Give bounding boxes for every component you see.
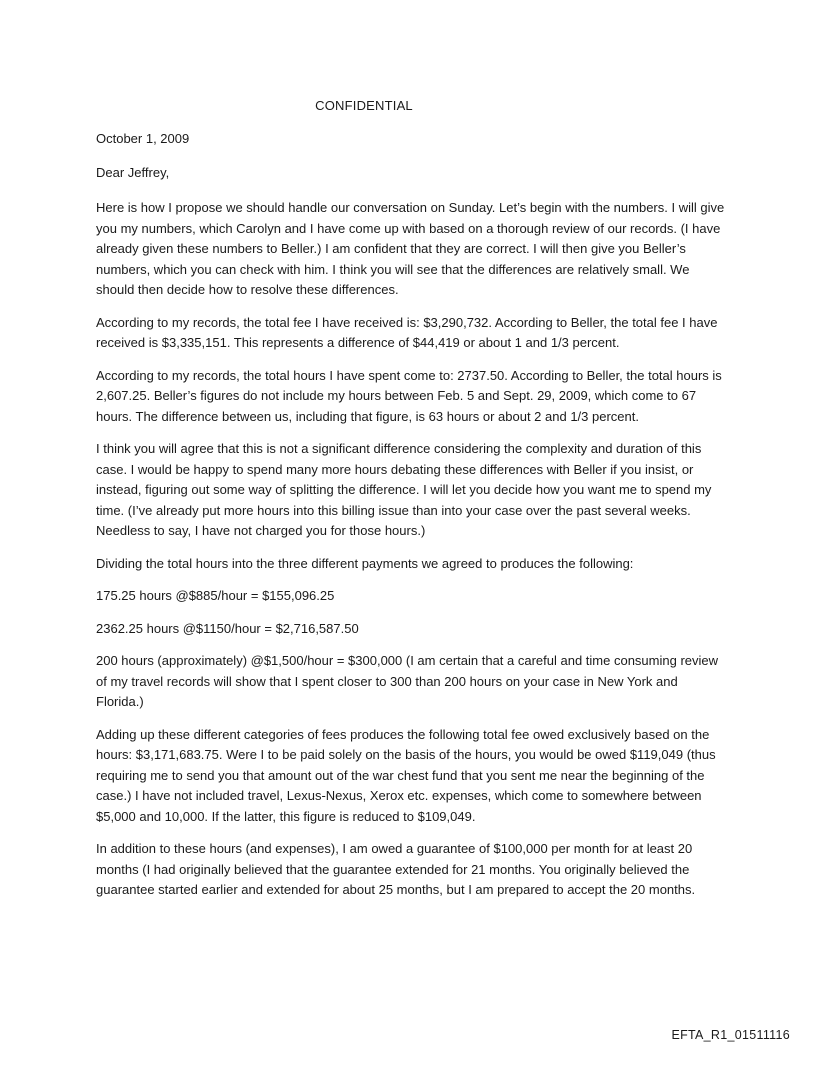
paragraph-guarantee: In addition to these hours (and expenses), I am owed a guarantee of $100,000 per month for at least 20 months (I had originally believed that the guarantee extended for 21 months. You originally believed the guarantee started earlier and extended for about 25 months, but I am prepared to accept the 20 months.: [96, 841, 696, 897]
paragraph-fee-comparison: According to my records, the total fee I have received is: $3,290,732. According to Beller, the total fee I have received is $3,335,151. This represents a difference of $44,419 or about 1 and 1/3 percent.: [96, 314, 718, 350]
paragraph-total-fee: Adding up these different categories of fees produces the following total fee owed exclusively based on the hours: $3,171,683.75. Were I to be paid solely on the basis of the hours, you would be owed $119,049 (thus requiring me to send you that amount out of the war chest fund that you sent me near the beginning of the case.) I have not included travel, Lexus-Nexus, Xerox etc. expenses, which come to somewhere between $5,000 and 10,000. If the latter, this figure is reduced to $109,049.: [96, 726, 716, 824]
letter-body: [96, 198, 726, 913]
letter-date: October 1, 2009: [96, 131, 190, 146]
paragraph-dividing-hours: Dividing the total hours into the three different payments we agreed to produces the following:: [96, 555, 634, 571]
paragraph-hours-comparison: According to my records, the total hours I have spent come to: 2737.50. According to Beller, the total hours is 2,607.25. Beller’s figures do not include my hours between Feb. 5 and Sept. 29, 2009, which come to 67 hours. The difference between us, including that figure, is 63 hours or about 2 and 1/3 percent.: [96, 367, 722, 424]
calculation-line-1: 175.25 hours @$885/hour = $155,096.25: [96, 588, 335, 603]
paragraph-significance: I think you will agree that this is not a significant difference considering the complexity and duration of this case. I would be happy to spend many more hours debating these differences with Beller if you insist, or instead, figuring out some way of splitting the difference. I will let you decide how you want me to spend my time. (I’ve already put more hours into this billing issue than into your case over the past several weeks. Needless to say, I have not charged you for those hours.): [96, 441, 712, 538]
paragraph-intro: Here is how I propose we should handle our conversation on Sunday. Let’s begin with the numbers. I will give you my numbers, which Carolyn and I have come up with based on a thorough review of our records. (I have already given these numbers to Beller.) I am confident that they are correct. I will then give you Beller’s numbers, which you can check with him. I think you will see that the differences are relatively small. We should then decide how to resolve these differences.: [96, 200, 725, 297]
calculation-line-3: 200 hours (approximately) @$1,500/hour = $300,000 (I am certain that a careful and time consuming review of my travel records will show that I spent closer to 300 than 200 hours on your case in New York and Florida.): [96, 653, 719, 709]
calculation-line-2: 2362.25 hours @$1150/hour = $2,716,587.50: [96, 620, 359, 636]
confidential-heading: CONFIDENTIAL: [315, 98, 413, 113]
document-id: EFTA_R1_01511116: [671, 1028, 790, 1042]
letter-greeting: Dear Jeffrey,: [96, 165, 170, 180]
